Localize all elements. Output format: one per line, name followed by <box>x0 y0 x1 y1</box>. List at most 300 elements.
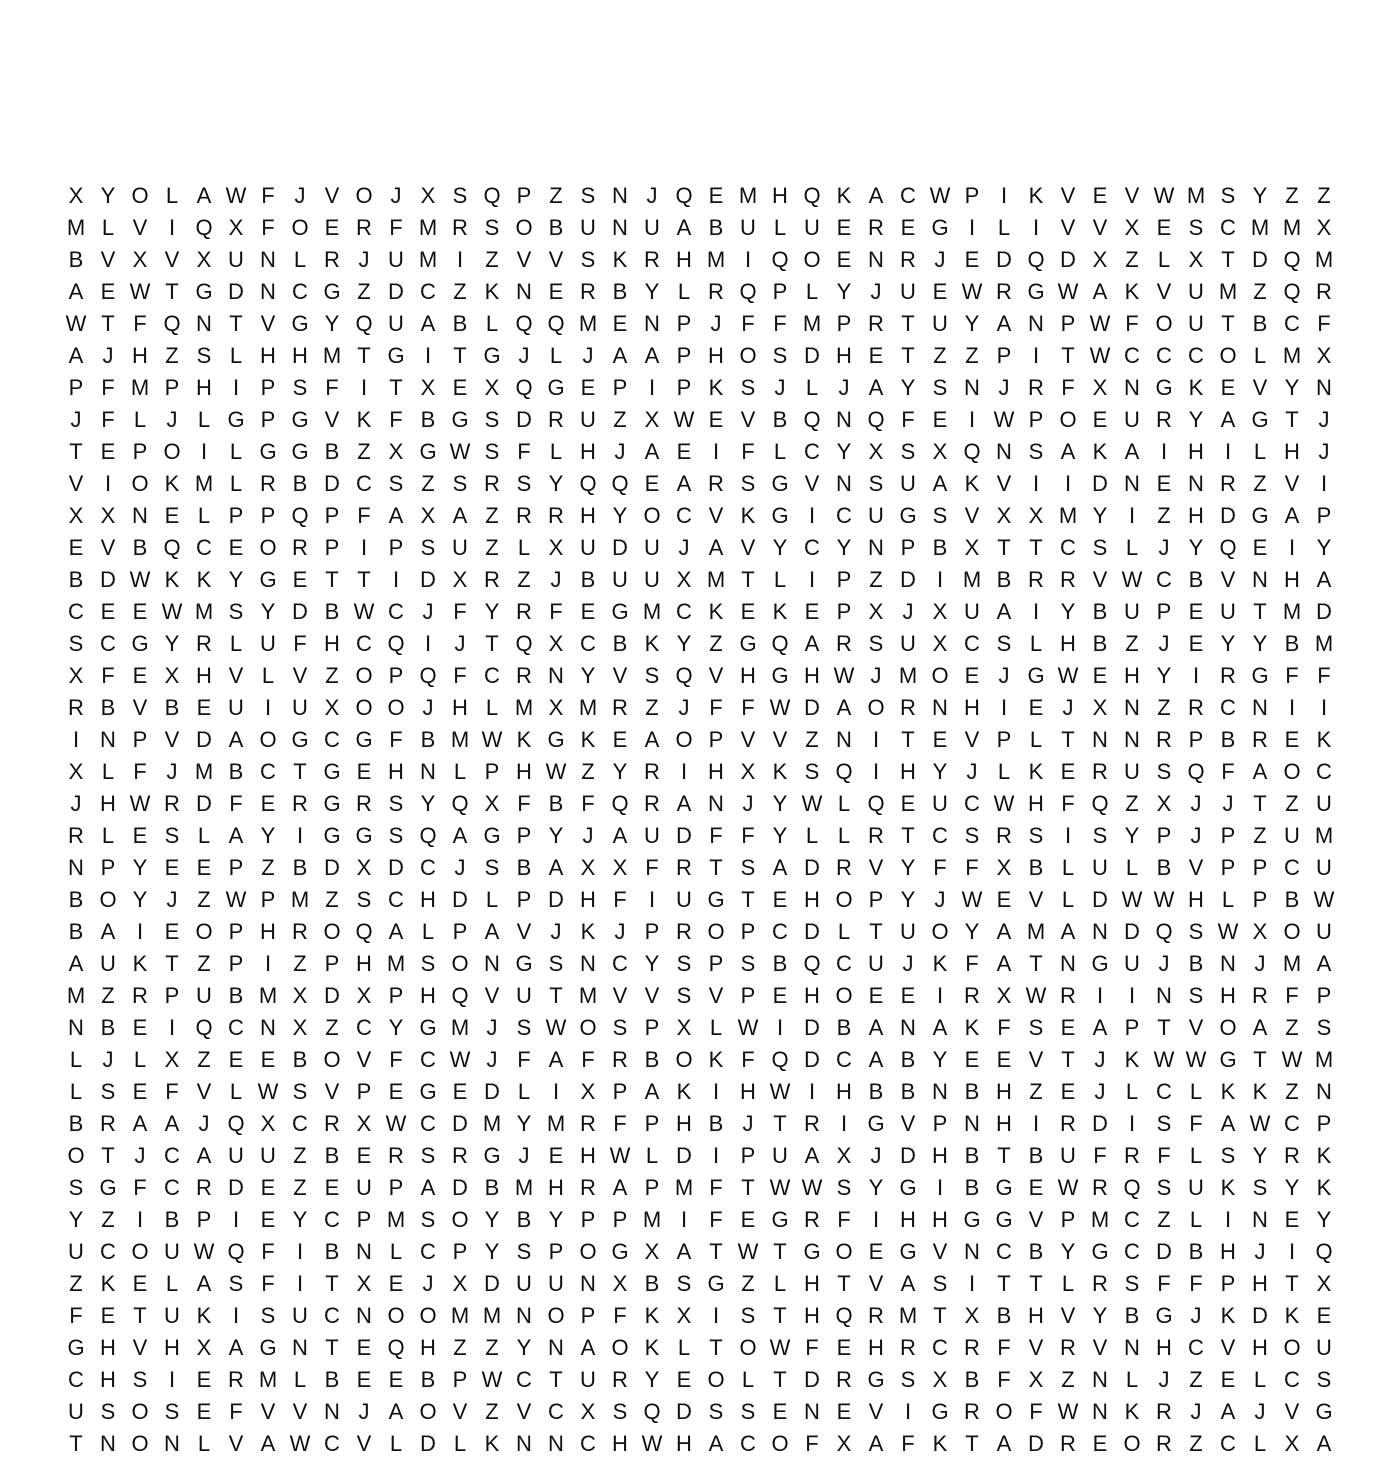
letter-cell[interactable]: O <box>1155 311 1173 336</box>
letter-cell[interactable]: A <box>68 279 84 304</box>
letter-cell[interactable]: L <box>485 887 499 912</box>
letter-cell[interactable]: F <box>101 375 115 400</box>
letter-cell[interactable]: X <box>964 1303 980 1328</box>
letter-cell[interactable]: M <box>898 663 918 688</box>
letter-cell[interactable]: C <box>612 951 628 976</box>
letter-cell[interactable]: Y <box>644 951 660 976</box>
letter-cell[interactable]: P <box>1156 823 1172 848</box>
letter-cell[interactable]: U <box>292 1303 308 1328</box>
letter-cell[interactable]: W <box>609 1143 631 1168</box>
letter-cell[interactable]: O <box>419 1303 437 1328</box>
letter-cell[interactable]: Z <box>1317 183 1331 208</box>
letter-cell[interactable]: O <box>739 1335 757 1360</box>
letter-cell[interactable]: A <box>996 311 1012 336</box>
letter-cell[interactable]: S <box>708 1399 724 1424</box>
letter-cell[interactable]: A <box>644 439 660 464</box>
letter-cell[interactable]: I <box>136 1207 144 1232</box>
letter-cell[interactable]: H <box>964 695 980 720</box>
letter-cell[interactable]: C <box>356 471 372 496</box>
letter-cell[interactable]: A <box>644 1079 660 1104</box>
letter-cell[interactable]: A <box>1316 567 1332 592</box>
letter-cell[interactable]: S <box>900 439 916 464</box>
letter-cell[interactable]: C <box>1284 1367 1300 1392</box>
letter-cell[interactable]: V <box>100 247 116 272</box>
letter-cell[interactable]: N <box>964 375 980 400</box>
letter-cell[interactable]: R <box>68 695 84 720</box>
letter-cell[interactable]: N <box>1316 1079 1332 1104</box>
letter-cell[interactable]: I <box>1288 535 1296 560</box>
letter-cell[interactable]: N <box>324 1399 340 1424</box>
letter-cell[interactable]: V <box>1220 1335 1236 1360</box>
letter-cell[interactable]: T <box>389 375 403 400</box>
letter-cell[interactable]: A <box>388 1399 404 1424</box>
letter-cell[interactable]: U <box>196 983 212 1008</box>
letter-cell[interactable]: S <box>516 1015 532 1040</box>
letter-cell[interactable]: F <box>1061 791 1075 816</box>
letter-cell[interactable]: B <box>324 1239 340 1264</box>
letter-cell[interactable]: E <box>100 599 116 624</box>
letter-cell[interactable]: I <box>1000 695 1008 720</box>
letter-cell[interactable]: B <box>708 1111 724 1136</box>
letter-cell[interactable]: G <box>67 1335 85 1360</box>
letter-cell[interactable]: R <box>1092 1271 1108 1296</box>
letter-cell[interactable]: S <box>932 1271 948 1296</box>
letter-cell[interactable]: B <box>324 439 340 464</box>
letter-cell[interactable]: X <box>1028 503 1044 528</box>
letter-cell[interactable]: O <box>611 1335 629 1360</box>
letter-cell[interactable]: H <box>836 1079 852 1104</box>
letter-cell[interactable]: W <box>161 599 183 624</box>
letter-cell[interactable]: G <box>963 1207 981 1232</box>
letter-cell[interactable]: X <box>836 1431 852 1456</box>
letter-cell[interactable]: Q <box>355 311 373 336</box>
letter-cell[interactable]: R <box>964 1399 980 1424</box>
letter-cell[interactable]: F <box>453 663 467 688</box>
letter-cell[interactable]: S <box>1124 1271 1140 1296</box>
letter-cell[interactable]: S <box>1188 919 1204 944</box>
letter-cell[interactable]: G <box>355 823 373 848</box>
letter-cell[interactable]: F <box>517 1047 531 1072</box>
letter-cell[interactable]: B <box>996 567 1012 592</box>
letter-cell[interactable]: S <box>164 823 180 848</box>
letter-cell[interactable]: V <box>612 663 628 688</box>
letter-cell[interactable]: T <box>997 1143 1011 1168</box>
letter-cell[interactable]: Y <box>132 855 148 880</box>
letter-cell[interactable]: I <box>712 1143 720 1168</box>
letter-cell[interactable]: A <box>484 919 500 944</box>
letter-cell[interactable]: W <box>1153 183 1175 208</box>
letter-cell[interactable]: G <box>1315 1399 1333 1424</box>
letter-cell[interactable]: J <box>70 791 82 816</box>
letter-cell[interactable]: L <box>389 1431 403 1456</box>
letter-cell[interactable]: R <box>580 1111 596 1136</box>
letter-cell[interactable]: M <box>578 311 598 336</box>
letter-cell[interactable]: J <box>518 1143 530 1168</box>
letter-cell[interactable]: A <box>100 919 116 944</box>
letter-cell[interactable]: L <box>69 1079 83 1104</box>
letter-cell[interactable]: F <box>709 1175 723 1200</box>
letter-cell[interactable]: X <box>484 375 500 400</box>
letter-cell[interactable]: G <box>195 279 213 304</box>
letter-cell[interactable]: K <box>1124 1047 1140 1072</box>
letter-cell[interactable]: E <box>580 375 596 400</box>
letter-cell[interactable]: A <box>1220 1111 1236 1136</box>
letter-cell[interactable]: D <box>420 1431 436 1456</box>
letter-cell[interactable]: X <box>1092 247 1108 272</box>
letter-cell[interactable]: S <box>740 1399 756 1424</box>
letter-cell[interactable]: H <box>932 1207 948 1232</box>
letter-cell[interactable]: I <box>808 1079 816 1104</box>
letter-cell[interactable]: W <box>961 279 983 304</box>
letter-cell[interactable]: V <box>1092 567 1108 592</box>
letter-cell[interactable]: L <box>997 759 1011 784</box>
letter-cell[interactable]: W <box>1249 1111 1271 1136</box>
letter-cell[interactable]: U <box>900 279 916 304</box>
letter-cell[interactable]: G <box>99 1175 117 1200</box>
letter-cell[interactable]: C <box>836 1047 852 1072</box>
letter-cell[interactable]: Y <box>964 919 980 944</box>
letter-cell[interactable]: W <box>929 183 951 208</box>
letter-cell[interactable]: Z <box>517 567 531 592</box>
letter-cell[interactable]: E <box>196 1367 212 1392</box>
letter-cell[interactable]: U <box>260 1143 276 1168</box>
letter-cell[interactable]: M <box>706 567 726 592</box>
letter-cell[interactable]: C <box>676 503 692 528</box>
letter-cell[interactable]: U <box>676 887 692 912</box>
letter-cell[interactable]: U <box>772 1143 788 1168</box>
letter-cell[interactable]: E <box>260 791 276 816</box>
letter-cell[interactable]: M <box>322 343 342 368</box>
letter-cell[interactable]: F <box>389 1047 403 1072</box>
letter-cell[interactable]: P <box>708 951 724 976</box>
letter-cell[interactable]: D <box>196 791 212 816</box>
letter-cell[interactable]: G <box>995 1175 1013 1200</box>
letter-cell[interactable]: H <box>996 1079 1012 1104</box>
letter-cell[interactable]: B <box>1284 887 1300 912</box>
letter-cell[interactable]: C <box>68 599 84 624</box>
letter-cell[interactable]: M <box>1282 599 1302 624</box>
letter-cell[interactable]: T <box>773 1239 787 1264</box>
letter-cell[interactable]: Y <box>868 1175 884 1200</box>
letter-cell[interactable]: W <box>129 567 151 592</box>
letter-cell[interactable]: I <box>680 1207 688 1232</box>
letter-cell[interactable]: C <box>932 1335 948 1360</box>
letter-cell[interactable]: M <box>898 1303 918 1328</box>
letter-cell[interactable]: V <box>100 535 116 560</box>
letter-cell[interactable]: D <box>804 855 820 880</box>
letter-cell[interactable]: H <box>676 1111 692 1136</box>
letter-cell[interactable]: R <box>516 503 532 528</box>
letter-cell[interactable]: P <box>452 1239 468 1264</box>
letter-cell[interactable]: D <box>548 887 564 912</box>
letter-cell[interactable]: E <box>1092 663 1108 688</box>
letter-cell[interactable]: L <box>805 823 819 848</box>
letter-cell[interactable]: E <box>932 727 948 752</box>
letter-cell[interactable]: V <box>324 1079 340 1104</box>
letter-cell[interactable]: R <box>1252 727 1268 752</box>
letter-cell[interactable]: A <box>612 823 628 848</box>
letter-cell[interactable]: G <box>707 887 725 912</box>
letter-cell[interactable]: Y <box>772 535 788 560</box>
letter-cell[interactable]: S <box>1188 215 1204 240</box>
letter-cell[interactable]: X <box>68 759 84 784</box>
letter-cell[interactable]: T <box>1029 535 1043 560</box>
letter-cell[interactable]: Z <box>357 439 371 464</box>
letter-cell[interactable]: P <box>452 919 468 944</box>
letter-cell[interactable]: O <box>1283 1335 1301 1360</box>
letter-cell[interactable]: T <box>709 855 723 880</box>
letter-cell[interactable]: E <box>228 1047 244 1072</box>
letter-cell[interactable]: I <box>744 247 752 272</box>
letter-cell[interactable]: K <box>612 247 628 272</box>
letter-cell[interactable]: I <box>552 1079 560 1104</box>
letter-cell[interactable]: J <box>582 343 594 368</box>
letter-cell[interactable]: A <box>772 855 788 880</box>
letter-cell[interactable]: W <box>1153 1047 1175 1072</box>
letter-cell[interactable]: H <box>1188 887 1204 912</box>
letter-cell[interactable]: D <box>516 407 532 432</box>
letter-cell[interactable]: F <box>1189 1111 1203 1136</box>
letter-cell[interactable]: I <box>1032 215 1040 240</box>
letter-cell[interactable]: Q <box>1123 1175 1141 1200</box>
letter-cell[interactable]: G <box>1091 1239 1109 1264</box>
letter-cell[interactable]: L <box>293 247 307 272</box>
letter-cell[interactable]: Q <box>227 1111 245 1136</box>
letter-cell[interactable]: V <box>1060 215 1076 240</box>
letter-cell[interactable]: A <box>1252 1015 1268 1040</box>
letter-cell[interactable]: F <box>933 855 947 880</box>
letter-cell[interactable]: X <box>196 1335 212 1360</box>
letter-cell[interactable]: J <box>582 823 594 848</box>
letter-cell[interactable]: G <box>323 791 341 816</box>
letter-cell[interactable]: G <box>227 407 245 432</box>
letter-cell[interactable]: F <box>293 631 307 656</box>
letter-cell[interactable]: B <box>420 407 436 432</box>
letter-cell[interactable]: Z <box>1189 1431 1203 1456</box>
letter-cell[interactable]: G <box>291 727 309 752</box>
letter-cell[interactable]: I <box>1000 183 1008 208</box>
letter-cell[interactable]: I <box>104 471 112 496</box>
letter-cell[interactable]: T <box>1029 951 1043 976</box>
letter-cell[interactable]: P <box>740 1143 756 1168</box>
letter-cell[interactable]: P <box>836 311 852 336</box>
letter-cell[interactable]: C <box>772 919 788 944</box>
letter-cell[interactable]: V <box>868 1271 884 1296</box>
letter-cell[interactable]: W <box>833 663 855 688</box>
letter-cell[interactable]: R <box>228 1367 244 1392</box>
letter-cell[interactable]: R <box>356 215 372 240</box>
letter-cell[interactable]: F <box>69 1303 83 1328</box>
letter-cell[interactable]: A <box>1316 951 1332 976</box>
letter-cell[interactable]: H <box>804 663 820 688</box>
letter-cell[interactable]: T <box>709 1239 723 1264</box>
letter-cell[interactable]: H <box>580 1143 596 1168</box>
letter-cell[interactable]: J <box>1254 951 1266 976</box>
letter-cell[interactable]: N <box>260 1015 276 1040</box>
letter-cell[interactable]: Q <box>643 1399 661 1424</box>
letter-cell[interactable]: L <box>453 759 467 784</box>
letter-cell[interactable]: H <box>708 759 724 784</box>
letter-cell[interactable]: F <box>805 1335 819 1360</box>
letter-cell[interactable]: H <box>1284 567 1300 592</box>
letter-cell[interactable]: W <box>1281 1047 1303 1072</box>
letter-cell[interactable]: Y <box>324 311 340 336</box>
letter-cell[interactable]: L <box>1253 1367 1267 1392</box>
letter-cell[interactable]: W <box>1185 1047 1207 1072</box>
letter-cell[interactable]: K <box>708 375 724 400</box>
letter-cell[interactable]: S <box>484 407 500 432</box>
letter-cell[interactable]: F <box>389 407 403 432</box>
letter-cell[interactable]: J <box>1190 823 1202 848</box>
letter-cell[interactable]: C <box>1284 311 1300 336</box>
letter-cell[interactable]: E <box>676 1367 692 1392</box>
letter-cell[interactable]: T <box>1253 1047 1267 1072</box>
letter-cell[interactable]: M <box>546 1111 566 1136</box>
letter-cell[interactable]: F <box>517 791 531 816</box>
letter-cell[interactable]: G <box>323 823 341 848</box>
letter-cell[interactable]: X <box>1284 1431 1300 1456</box>
letter-cell[interactable]: S <box>388 823 404 848</box>
letter-cell[interactable]: I <box>840 1111 848 1136</box>
letter-cell[interactable]: V <box>964 503 980 528</box>
letter-cell[interactable]: J <box>358 1399 370 1424</box>
letter-cell[interactable]: D <box>1220 503 1236 528</box>
letter-cell[interactable]: N <box>1316 375 1332 400</box>
letter-cell[interactable]: R <box>676 919 692 944</box>
letter-cell[interactable]: X <box>1028 1367 1044 1392</box>
letter-cell[interactable]: M <box>450 727 470 752</box>
letter-cell[interactable]: Y <box>228 567 244 592</box>
letter-cell[interactable]: G <box>771 503 789 528</box>
letter-cell[interactable]: G <box>995 1207 1013 1232</box>
letter-cell[interactable]: G <box>931 1399 949 1424</box>
letter-cell[interactable]: F <box>261 215 275 240</box>
letter-cell[interactable]: V <box>1284 1399 1300 1424</box>
letter-cell[interactable]: C <box>420 1111 436 1136</box>
letter-cell[interactable]: R <box>1028 567 1044 592</box>
letter-cell[interactable]: Z <box>1157 695 1171 720</box>
letter-cell[interactable]: H <box>900 1207 916 1232</box>
letter-cell[interactable]: C <box>388 599 404 624</box>
letter-cell[interactable]: S <box>676 983 692 1008</box>
letter-cell[interactable]: K <box>580 727 596 752</box>
letter-cell[interactable]: U <box>580 407 596 432</box>
letter-cell[interactable]: R <box>1060 983 1076 1008</box>
letter-cell[interactable]: V <box>772 727 788 752</box>
letter-cell[interactable]: G <box>803 1239 821 1264</box>
letter-cell[interactable]: S <box>836 1175 852 1200</box>
letter-cell[interactable]: Q <box>515 375 533 400</box>
letter-cell[interactable]: Z <box>581 759 595 784</box>
letter-cell[interactable]: O <box>515 215 533 240</box>
letter-cell[interactable]: X <box>676 1015 692 1040</box>
letter-cell[interactable]: X <box>356 983 372 1008</box>
letter-cell[interactable]: D <box>388 855 404 880</box>
letter-cell[interactable]: K <box>964 471 980 496</box>
letter-cell[interactable]: S <box>740 471 756 496</box>
letter-cell[interactable]: H <box>868 1335 884 1360</box>
letter-cell[interactable]: U <box>580 1367 596 1392</box>
letter-cell[interactable]: Z <box>453 279 467 304</box>
letter-cell[interactable]: Z <box>197 951 211 976</box>
letter-cell[interactable]: K <box>196 567 212 592</box>
letter-cell[interactable]: T <box>101 311 115 336</box>
letter-cell[interactable]: U <box>68 1239 84 1264</box>
letter-cell[interactable]: H <box>100 791 116 816</box>
letter-cell[interactable]: S <box>580 247 596 272</box>
letter-cell[interactable]: D <box>676 1143 692 1168</box>
letter-cell[interactable]: E <box>740 1207 756 1232</box>
letter-cell[interactable]: U <box>68 1399 84 1424</box>
letter-cell[interactable]: S <box>452 183 468 208</box>
letter-cell[interactable]: Q <box>1091 791 1109 816</box>
letter-cell[interactable]: C <box>292 279 308 304</box>
letter-cell[interactable]: B <box>1092 631 1108 656</box>
letter-cell[interactable]: L <box>485 311 499 336</box>
letter-cell[interactable]: D <box>900 1143 916 1168</box>
letter-cell[interactable]: L <box>517 535 531 560</box>
letter-cell[interactable]: A <box>196 1143 212 1168</box>
letter-cell[interactable]: Q <box>1219 535 1237 560</box>
letter-cell[interactable]: C <box>1220 1431 1236 1456</box>
letter-cell[interactable]: U <box>932 311 948 336</box>
letter-cell[interactable]: T <box>133 1303 147 1328</box>
letter-cell[interactable]: O <box>355 695 373 720</box>
letter-cell[interactable]: J <box>1158 631 1170 656</box>
letter-cell[interactable]: O <box>835 887 853 912</box>
letter-cell[interactable]: N <box>932 695 948 720</box>
letter-cell[interactable]: F <box>389 727 403 752</box>
letter-cell[interactable]: X <box>68 503 84 528</box>
letter-cell[interactable]: A <box>868 1047 884 1072</box>
letter-cell[interactable]: D <box>452 1175 468 1200</box>
letter-cell[interactable]: L <box>69 1047 83 1072</box>
letter-cell[interactable]: A <box>420 311 436 336</box>
letter-cell[interactable]: L <box>389 1239 403 1264</box>
letter-cell[interactable]: X <box>676 567 692 592</box>
letter-cell[interactable]: X <box>932 599 948 624</box>
letter-cell[interactable]: E <box>356 759 372 784</box>
letter-cell[interactable]: V <box>708 663 724 688</box>
letter-cell[interactable]: P <box>516 823 532 848</box>
letter-cell[interactable]: I <box>712 439 720 464</box>
letter-cell[interactable]: I <box>360 375 368 400</box>
letter-cell[interactable]: H <box>676 1431 692 1456</box>
letter-cell[interactable]: M <box>1090 1207 1110 1232</box>
letter-cell[interactable]: E <box>356 1143 372 1168</box>
letter-cell[interactable]: O <box>771 1431 789 1456</box>
letter-cell[interactable]: X <box>1316 343 1332 368</box>
letter-cell[interactable]: Q <box>803 183 821 208</box>
letter-cell[interactable]: Y <box>292 1207 308 1232</box>
letter-cell[interactable]: T <box>741 887 755 912</box>
letter-cell[interactable]: U <box>100 951 116 976</box>
letter-cell[interactable]: I <box>1128 503 1136 528</box>
letter-cell[interactable]: X <box>932 439 948 464</box>
letter-cell[interactable]: D <box>900 567 916 592</box>
letter-cell[interactable]: A <box>676 471 692 496</box>
letter-cell[interactable]: I <box>360 535 368 560</box>
letter-cell[interactable]: J <box>198 1111 210 1136</box>
letter-cell[interactable]: I <box>296 1239 304 1264</box>
letter-cell[interactable]: X <box>996 855 1012 880</box>
letter-cell[interactable]: K <box>1124 279 1140 304</box>
letter-cell[interactable]: F <box>1029 1399 1043 1424</box>
letter-cell[interactable]: L <box>453 1431 467 1456</box>
letter-cell[interactable]: L <box>773 439 787 464</box>
letter-cell[interactable]: X <box>932 631 948 656</box>
letter-cell[interactable]: L <box>773 1271 787 1296</box>
